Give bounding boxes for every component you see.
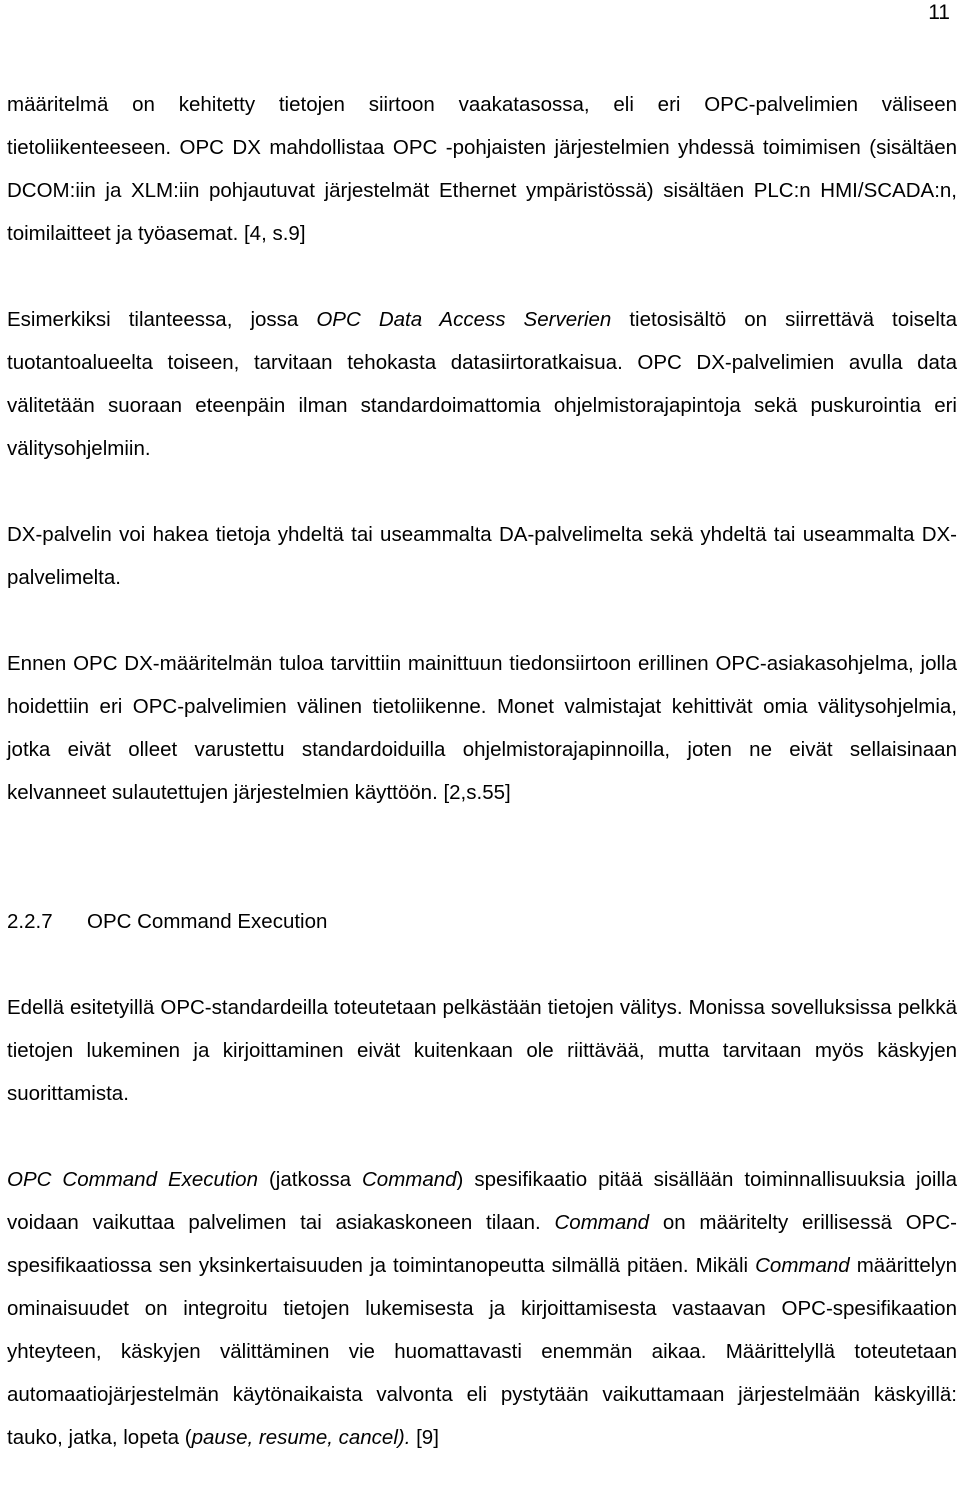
paragraph-text: on määritelty erillisessä OPC-spesifikaatiossa sen yksinkertaisuuden ja toimintanopeutta silmällä pitäen. Mikäli	[7, 1211, 957, 1277]
paragraph-before-dx: Ennen OPC DX-määritelmän tuloa tarvittiin mainittuun tiedonsiirtoon erillinen OPC-asiakasohjelma, jolla hoidettiin eri OPC-palvelimien välinen tietoliikenne. Monet valmistajat kehittivät omia välitysohjelmia, jotka eivät olleet varustettu standardoiduilla ohjelmistorajapinnoilla, joten ne eivät sellaisinaan kelvanneet sulautettujen järjestelmien käyttöön. [2,s.55]	[7, 652, 957, 804]
section-number: 2.2.7	[7, 910, 53, 933]
paragraph-opc-dx-intro: määritelmä on kehitetty tietojen siirtoon vaakatasossa, eli eri OPC-palvelimien väliseen tietoliikenteeseen. OPC DX mahdollistaa OPC -pohjaisten järjestelmien yhdessä toimimisen (sisältäen DCOM:iin ja XLM:iin pohjautuvat järjestelmät Ethernet ympäristössä) sisältäen PLC:n HMI/SCADA:n, toimilaitteet ja työasemat. [4, s.9]	[7, 93, 957, 245]
paragraph-text: (jatkossa	[257, 1168, 362, 1191]
emphasis-term: Command	[755, 1254, 850, 1277]
paragraph-text: ) spesifikaatio pitää sisällään toiminnallisuuksia joilla voidaan vaikuttaa palvelimen tai asiakaskoneen tilaan.	[7, 1168, 958, 1234]
emphasis-term: pause, resume, cancel).	[191, 1426, 411, 1449]
paragraph-dx-server: DX-palvelin voi hakea tietoja yhdeltä tai useammalta DA-palvelimelta sekä yhdeltä tai useammalta DX-palvelimelta.	[7, 523, 957, 589]
page-number: 11	[928, 1, 950, 24]
paragraph-text: Esimerkiksi tilanteessa, jossa	[7, 308, 317, 331]
emphasis-term: OPC Command Execution	[7, 1168, 258, 1191]
paragraph-standards: Edellä esitetyillä OPC-standardeilla toteutetaan pelkästään tietojen välitys. Monissa sovelluksissa pelkkä tietojen lukeminen ja kirjoittaminen eivät kuitenkaan ole riittävää, mutta tarvitaan myös käskyjen suorittamista.	[7, 996, 957, 1105]
paragraph-text: [9]	[410, 1426, 439, 1449]
paragraph-text: tietosisältö on siirrettävä toiselta tuotantoalueelta toiseen, tarvitaan tehokasta datasiirtoratkaisua. OPC DX-palvelimien avulla data välitetään suoraan eteenpäin ilman standardoimattomia ohjelmistorajapintoja sekä puskurointia eri välitysohjelmiin.	[7, 308, 957, 460]
paragraph-example	[7, 298, 957, 470]
paragraph-command-execution	[7, 1158, 957, 1459]
section-heading	[7, 900, 957, 943]
section-title: OPC Command Execution	[87, 910, 328, 933]
emphasis-term: OPC Data Access Serverien	[316, 308, 612, 331]
document-body	[7, 83, 957, 1459]
emphasis-term: Command	[554, 1211, 650, 1234]
emphasis-term: Command	[361, 1168, 457, 1191]
paragraph-text: määrittelyn ominaisuudet on integroitu tietojen lukemisesta ja kirjoittamisesta vastaavan OPC-spesifikaation yhteyteen, käskyjen välittäminen vie huomattavasti enemmän aikaa. Määrittelyllä toteutetaan automaatiojärjestelmän käytönaikaista valvonta eli pystytään vaikuttamaan järjestelmään käskyillä: tauko, jatka, lopeta (	[7, 1254, 957, 1449]
